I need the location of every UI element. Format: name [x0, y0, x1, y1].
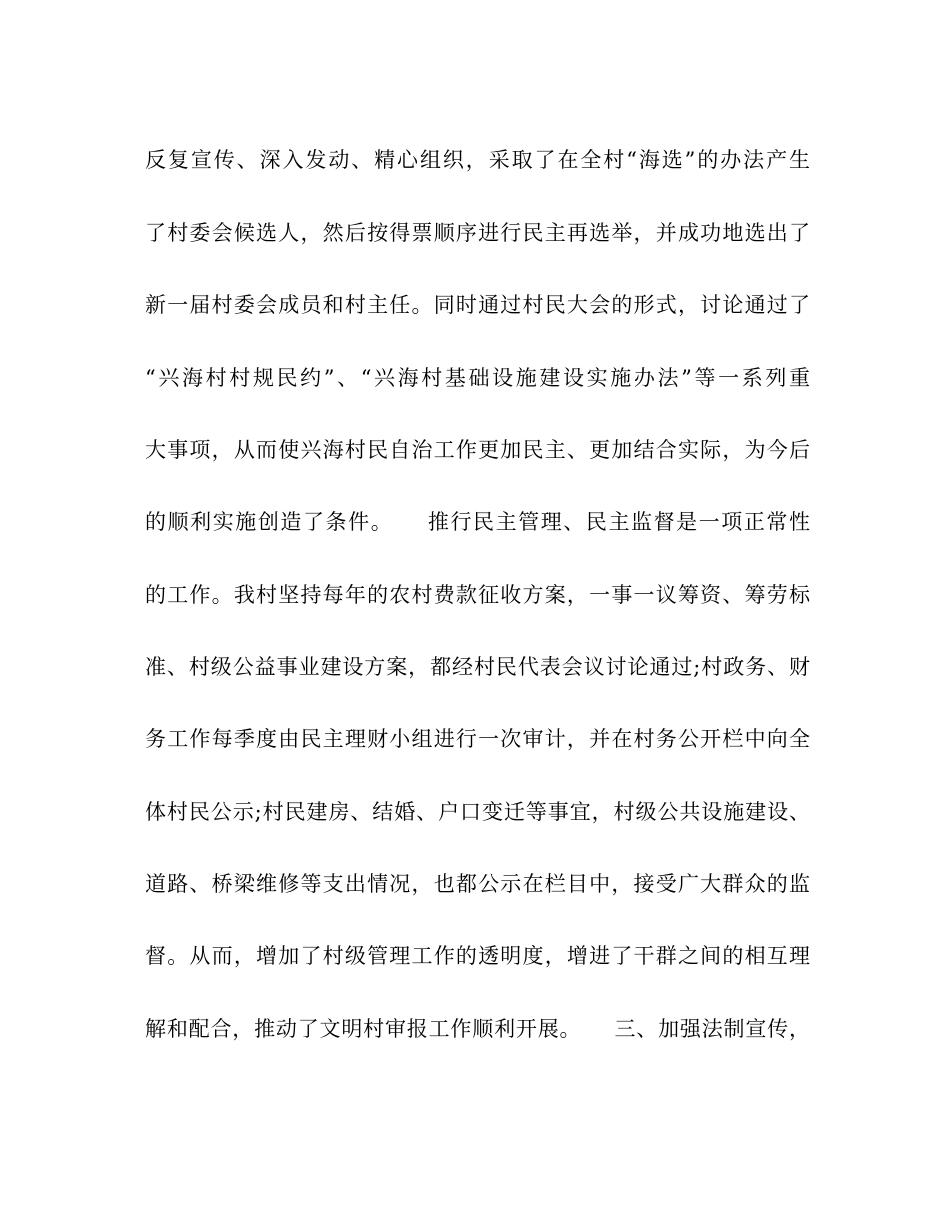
text-line: 的顺利实施创造了条件。 推行民主管理、民主监督是一项正常性 [145, 510, 810, 534]
text-line: 了村委会候选人，然后按得票顺序进行民主再选举，并成功地选出了 [145, 221, 810, 245]
text-line: 新一届村委会成员和村主任。同时通过村民大会的形式，讨论通过了 [145, 293, 810, 317]
text-line: 体村民公示;村民建房、结婚、户口变迁等事宜，村级公共设施建设、 [145, 800, 810, 824]
text-line: 准、村级公益事业建设方案，都经村民代表会议讨论通过;村政务、财 [145, 655, 810, 679]
text-line: 道路、桥梁维修等支出情况，也都公示在栏目中，接受广大群众的监 [145, 872, 810, 896]
text-line: 反复宣传、深入发动、精心组织，采取了在全村“海选”的办法产生 [145, 148, 810, 172]
text-line: “兴海村村规民约”、“兴海村基础设施建设实施办法”等一系列重 [145, 366, 810, 390]
text-line: 大事项，从而使兴海村民自治工作更加民主、更加结合实际，为今后 [145, 438, 810, 462]
text-line: 务工作每季度由民主理财小组进行一次审计，并在村务公开栏中向全 [145, 727, 810, 751]
text-line: 督。从而，增加了村级管理工作的透明度，增进了干群之间的相互理 [145, 944, 810, 968]
text-line: 的工作。我村坚持每年的农村费款征收方案，一事一议筹资、筹劳标 [145, 583, 810, 607]
text-line: 解和配合，推动了文明村审报工作顺利开展。 三、加强法制宣传， [145, 1017, 810, 1041]
